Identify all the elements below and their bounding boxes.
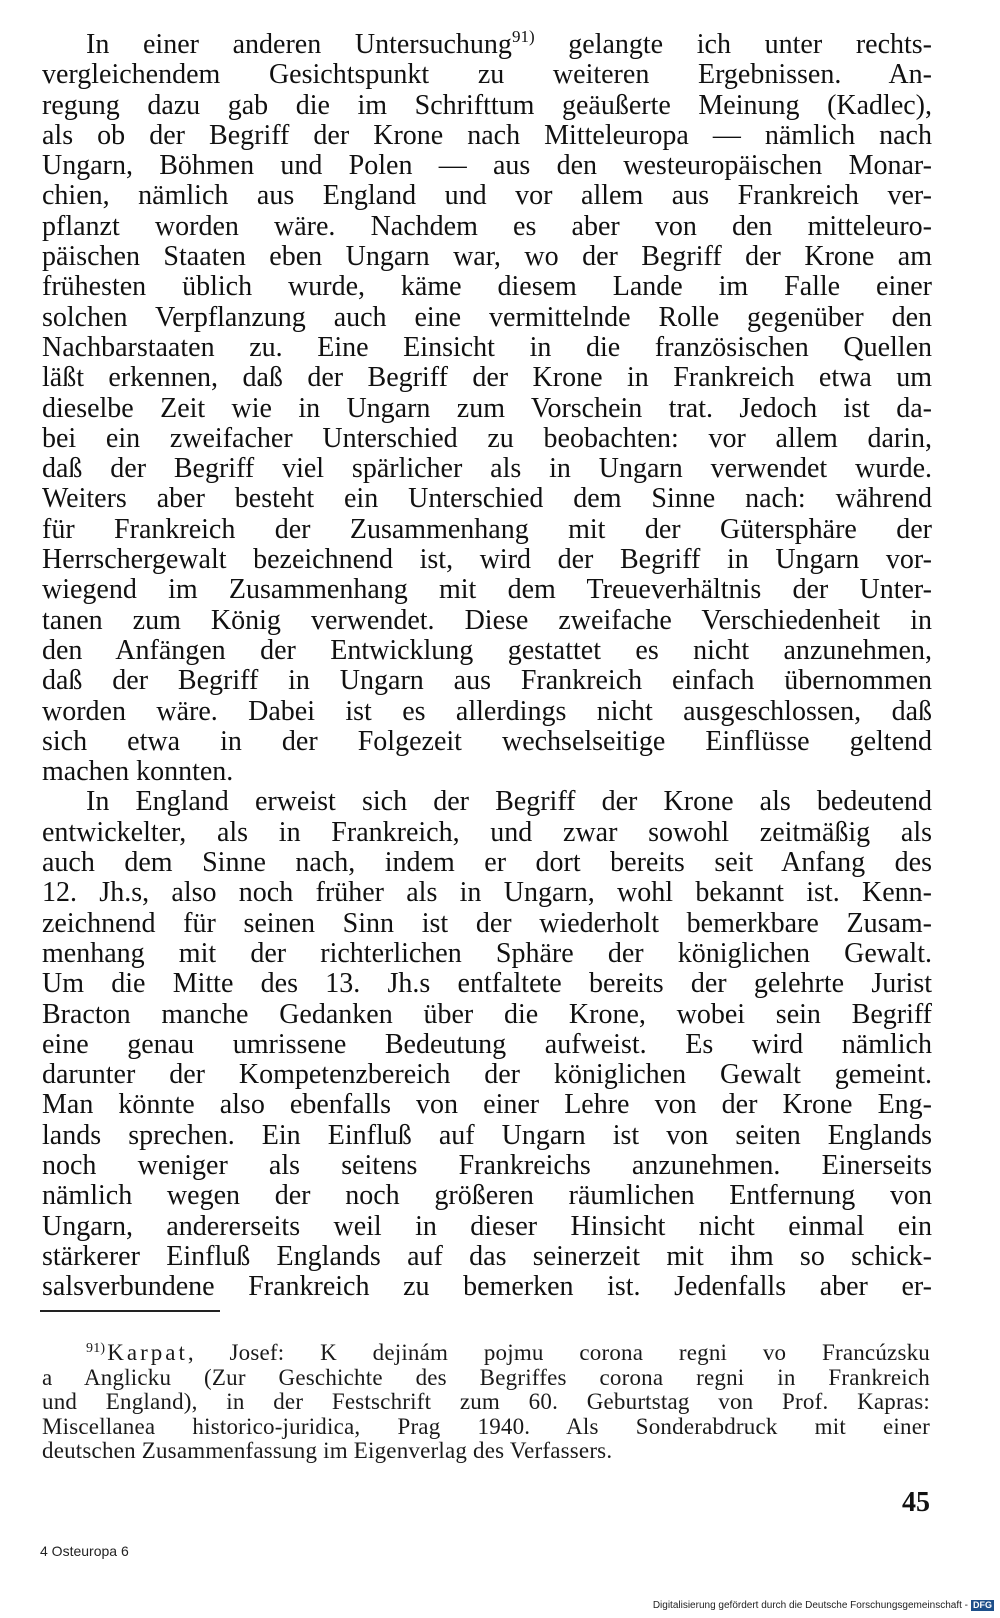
- footnote-line: $^{91)}$Karpat, Josef: K dejinám pojmu corona regni vo Francúzsku: [86, 1340, 930, 1365]
- text-line: machen konnten.: [42, 756, 234, 788]
- text-line: Nachbarstaaten zu. Eine Einsicht in die französischen Quellen: [42, 331, 932, 363]
- text-line: vergleichendem Gesichtspunkt zu weiteren Ergebnissen. An-: [42, 59, 932, 91]
- text-line: sich etwa in der Folgezeit wechselseitige Einflüsse geltend: [42, 725, 932, 757]
- text-line: chien, nämlich aus England und vor allem aus Frankreich ver-: [42, 180, 932, 212]
- text-line: für Frankreich der Zusammenhang mit der Gütersphäre der: [42, 513, 932, 545]
- printer-signature: 4 Osteuropa 6: [40, 1543, 129, 1559]
- text-line: noch weniger als seitens Frankreichs anzunehmen. Einerseits: [42, 1149, 932, 1181]
- footnote-author: Karpat: [107, 1340, 188, 1365]
- text-line: päischen Staaten eben Ungarn war, wo der Begriff der Krone am: [42, 241, 932, 273]
- dfg-logo-icon: DFG: [973, 1600, 992, 1610]
- text-line: Herrschergewalt bezeichnend ist, wird der Begriff in Ungarn vor-: [42, 544, 932, 576]
- footnote-line: a Anglicku (Zur Geschichte des Begriffes corona regni in Frankreich: [42, 1364, 930, 1390]
- footnote-line: deutschen Zusammenfassung im Eigenverlag des Verfassers.: [42, 1438, 613, 1463]
- dfg-notice-text: Digitalisierung gefördert durch die Deutsche Forschungsgemeinschaft -: [652, 1600, 968, 1612]
- text-line: wiegend im Zusammenhang mit dem Treueverhältnis der Unter-: [42, 574, 932, 606]
- text-line: stärkerer Einfluß Englands auf das seinerzeit mit ihm so schick-: [42, 1240, 932, 1272]
- text-line: daß der Begriff in Ungarn aus Frankreich einfach übernommen: [42, 665, 932, 697]
- text-line: In einer anderen Untersuchung$^{91)}$ gelangte ich unter rechts-: [86, 27, 932, 60]
- text-line: darunter der Kompetenzbereich der königlichen Gewalt gemeint.: [42, 1059, 932, 1091]
- text-line: pflanzt worden wäre. Nachdem es aber von den mitteleuro-: [42, 210, 932, 242]
- text-line: läßt erkennen, daß der Begriff der Krone in Frankreich etwa um: [42, 362, 932, 394]
- text-line: als ob der Begriff der Krone nach Mitteleuropa — nämlich nach: [42, 119, 932, 151]
- text-line: regung dazu gab die im Schrifttum geäußerte Meinung (Kadlec),: [42, 89, 932, 121]
- text-line: In England erweist sich der Begriff der Krone als bedeutend: [86, 786, 932, 818]
- text-line: auch dem Sinne nach, indem er dort bereits seit Anfang des: [42, 847, 932, 879]
- text-line: frühesten üblich wurde, käme diesem Lande im Falle einer: [42, 271, 932, 303]
- text-line: salsverbundene Frankreich zu bemerken ist. Jedenfalls aber er-: [42, 1271, 932, 1303]
- text-line: zeichnend für seinen Sinn ist der wiederholt bemerkbare Zusam-: [42, 907, 932, 939]
- page-number: 45: [902, 1487, 930, 1518]
- footnote-divider: [40, 1310, 220, 1312]
- text-line: menhang mit der richterlichen Sphäre der königlichen Gewalt.: [42, 937, 932, 969]
- text-line: Man könnte also ebenfalls von einer Lehre von der Krone Eng-: [42, 1089, 932, 1121]
- text-line: Um die Mitte des 13. Jh.s entfaltete bereits der gelehrte Jurist: [42, 968, 932, 1000]
- text-line: Ungarn, andererseits weil in dieser Hinsicht nicht einmal ein: [42, 1210, 932, 1242]
- body-text: [42, 27, 932, 1303]
- text-line: Ungarn, Böhmen und Polen — aus den westeuropäischen Monar-: [42, 150, 932, 182]
- footnote: [42, 1341, 930, 1464]
- text-line: daß der Begriff viel spärlicher als in Ungarn verwendet wurde.: [42, 453, 932, 485]
- text-line: Bracton manche Gedanken über die Krone, wobei sein Begriff: [42, 998, 932, 1030]
- text-line: eine genau umrissene Bedeutung aufweist. Es wird nämlich: [42, 1028, 932, 1060]
- text-line: worden wäre. Dabei ist es allerdings nicht ausgeschlossen, daß: [42, 695, 932, 727]
- footnote-line: und England), in der Festschrift zum 60. Geburtstag von Prof. Kapras:: [42, 1389, 930, 1414]
- footnote-reference[interactable]: 91): [511, 27, 535, 46]
- dfg-notice: [653, 1600, 994, 1611]
- text-line: 12. Jh.s, also noch früher als in Ungarn, wohl bekannt ist. Kenn-: [42, 877, 932, 909]
- text-line: bei ein zweifacher Unterschied zu beobachten: vor allem darin,: [42, 422, 932, 454]
- text-line: Weiters aber besteht ein Unterschied dem Sinne nach: während: [42, 483, 932, 515]
- text-line: lands sprechen. Ein Einfluß auf Ungarn ist von seiten Englands: [42, 1119, 932, 1151]
- footnote-marker: 91): [86, 1341, 106, 1356]
- text-line: dieselbe Zeit wie in Ungarn zum Vorschein trat. Jedoch ist da-: [42, 392, 932, 424]
- footnote-line: Miscellanea historico-juridica, Prag 1940. Als Sonderabdruck mit einer: [42, 1413, 930, 1439]
- text-line: nämlich wegen der noch größeren räumlichen Entfernung von: [42, 1180, 932, 1212]
- text-line: entwickelter, als in Frankreich, und zwar sowohl zeitmäßig als: [42, 816, 932, 848]
- text-line: den Anfängen der Entwicklung gestattet es nicht anzunehmen,: [42, 634, 932, 666]
- text-line: solchen Verpflanzung auch eine vermittelnde Rolle gegenüber den: [42, 301, 932, 333]
- text-line: tanen zum König verwendet. Diese zweifache Verschiedenheit in: [42, 604, 932, 636]
